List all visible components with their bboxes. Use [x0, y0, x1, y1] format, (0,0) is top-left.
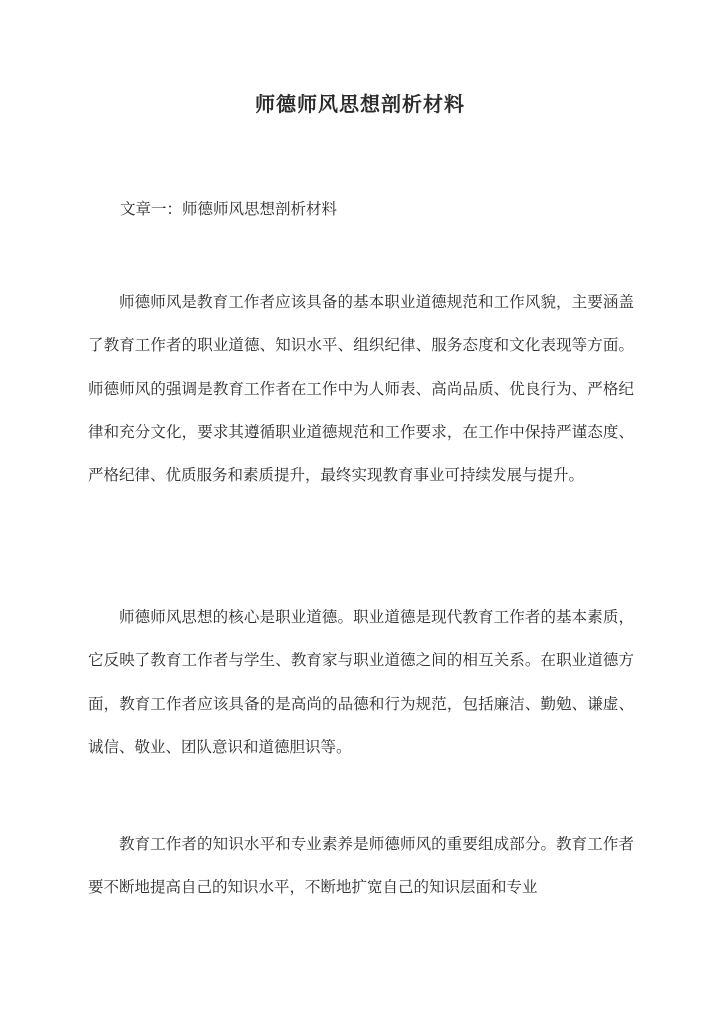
- paragraph-3: 教育工作者的知识水平和专业素养是师德师风的重要组成部分。教育工作者要不断地提高自己的知识水平，不断地扩宽自己的知识层面和专业: [88, 835, 634, 897]
- paragraph-2: 师德师风思想的核心是职业道德。职业道德是现代教育工作者的基本素质，它反映了教育工作者与学生、教育家与职业道德之间的相互关系。在职业道德方面，教育工作者应该具备的是高尚的品德和行为规范，包括廉洁、勤勉、谦虚、诚信、敬业、团队意识和道德胆识等。: [88, 608, 634, 756]
- article-subtitle: 文章一：师德师风思想剖析材料: [120, 200, 338, 218]
- paragraph-1: 师德师风是教育工作者应该具备的基本职业道德规范和工作风貌，主要涵盖了教育工作者的职业道德、知识水平、组织纪律、服务态度和文化表现等方面。师德师风的强调是教育工作者在工作中为人师表、高尚品质、优良行为、严格纪律和充分文化，要求其遵循职业道德规范和工作要求，在工作中保持严谨态度、严格纪律、优质服务和素质提升，最终实现教育事业可持续发展与提升。: [88, 293, 634, 485]
- document-title: 师德师风思想剖析材料: [255, 92, 465, 116]
